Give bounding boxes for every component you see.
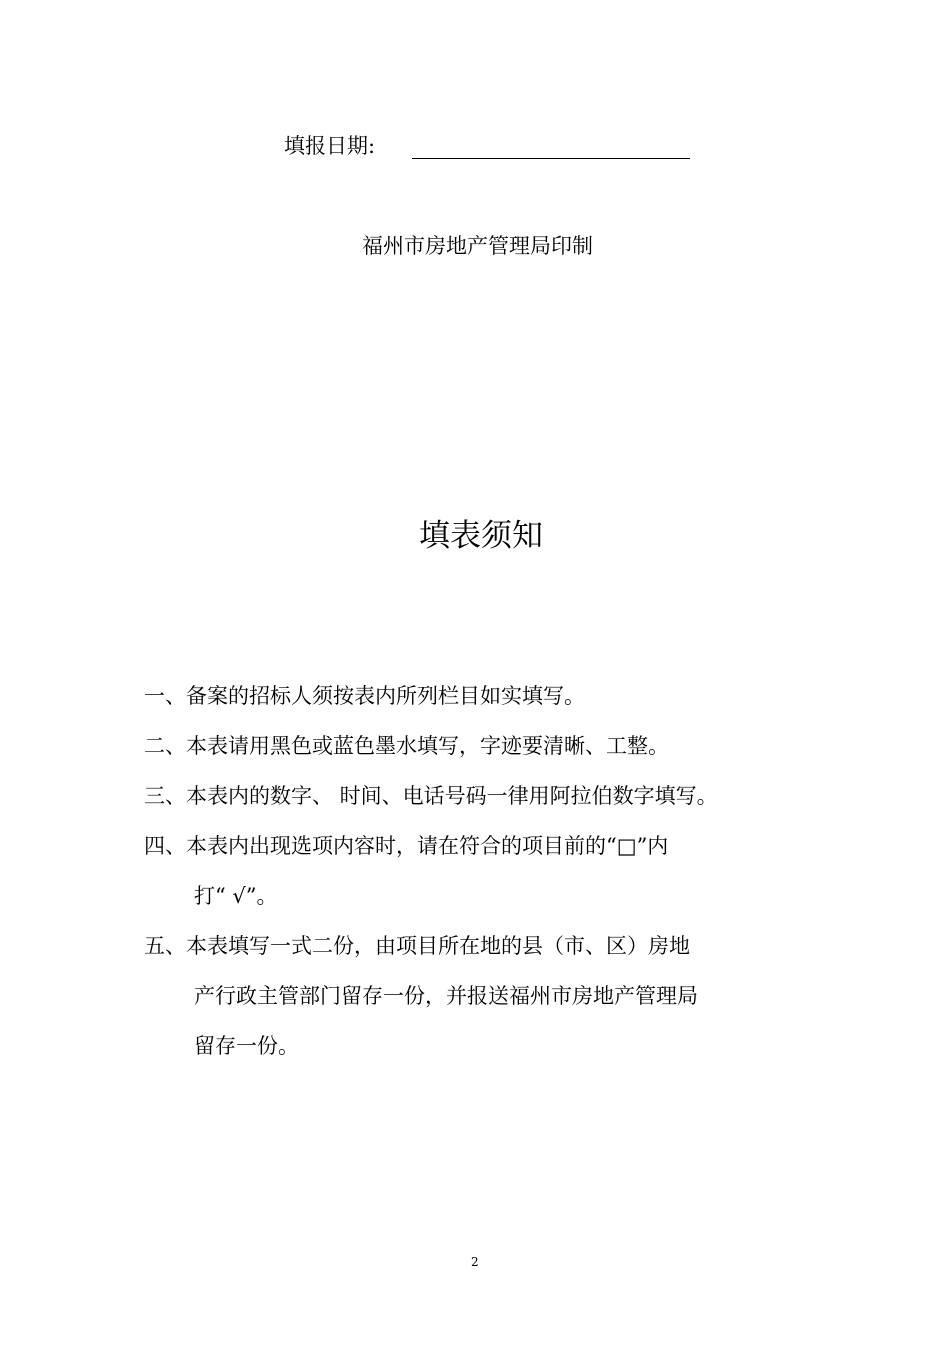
- instruction-item-5-continuation: 留存一份。: [194, 1034, 299, 1058]
- instruction-item-2: 二、本表请用黑色或蓝色墨水填写，字迹要清晰、工整。: [144, 734, 669, 758]
- publisher-imprint: 福州市房地产管理局印制: [362, 234, 593, 258]
- instruction-item-4: 四、本表内出现选项内容时，请在符合的项目前的“□”内: [144, 834, 669, 858]
- instruction-item-3: 三、本表内的数字、 时间、电话号码一律用阿拉伯数字填写。: [144, 784, 718, 808]
- instruction-item-5-continuation: 产行政主管部门留存一份，并报送福州市房地产管理局: [194, 984, 698, 1008]
- fill-date-blank-line: [412, 158, 690, 159]
- instruction-item-5: 五、本表填写一式二份，由项目所在地的县（市、区）房地: [144, 934, 690, 958]
- page-number: 2: [471, 1255, 479, 1269]
- instruction-item-4-continuation: 打“ √”。: [194, 884, 278, 908]
- instructions-title: 填表须知: [419, 518, 543, 554]
- fill-date-label: 填报日期:: [284, 134, 376, 158]
- instruction-item-1: 一、备案的招标人须按表内所列栏目如实填写。: [144, 684, 585, 708]
